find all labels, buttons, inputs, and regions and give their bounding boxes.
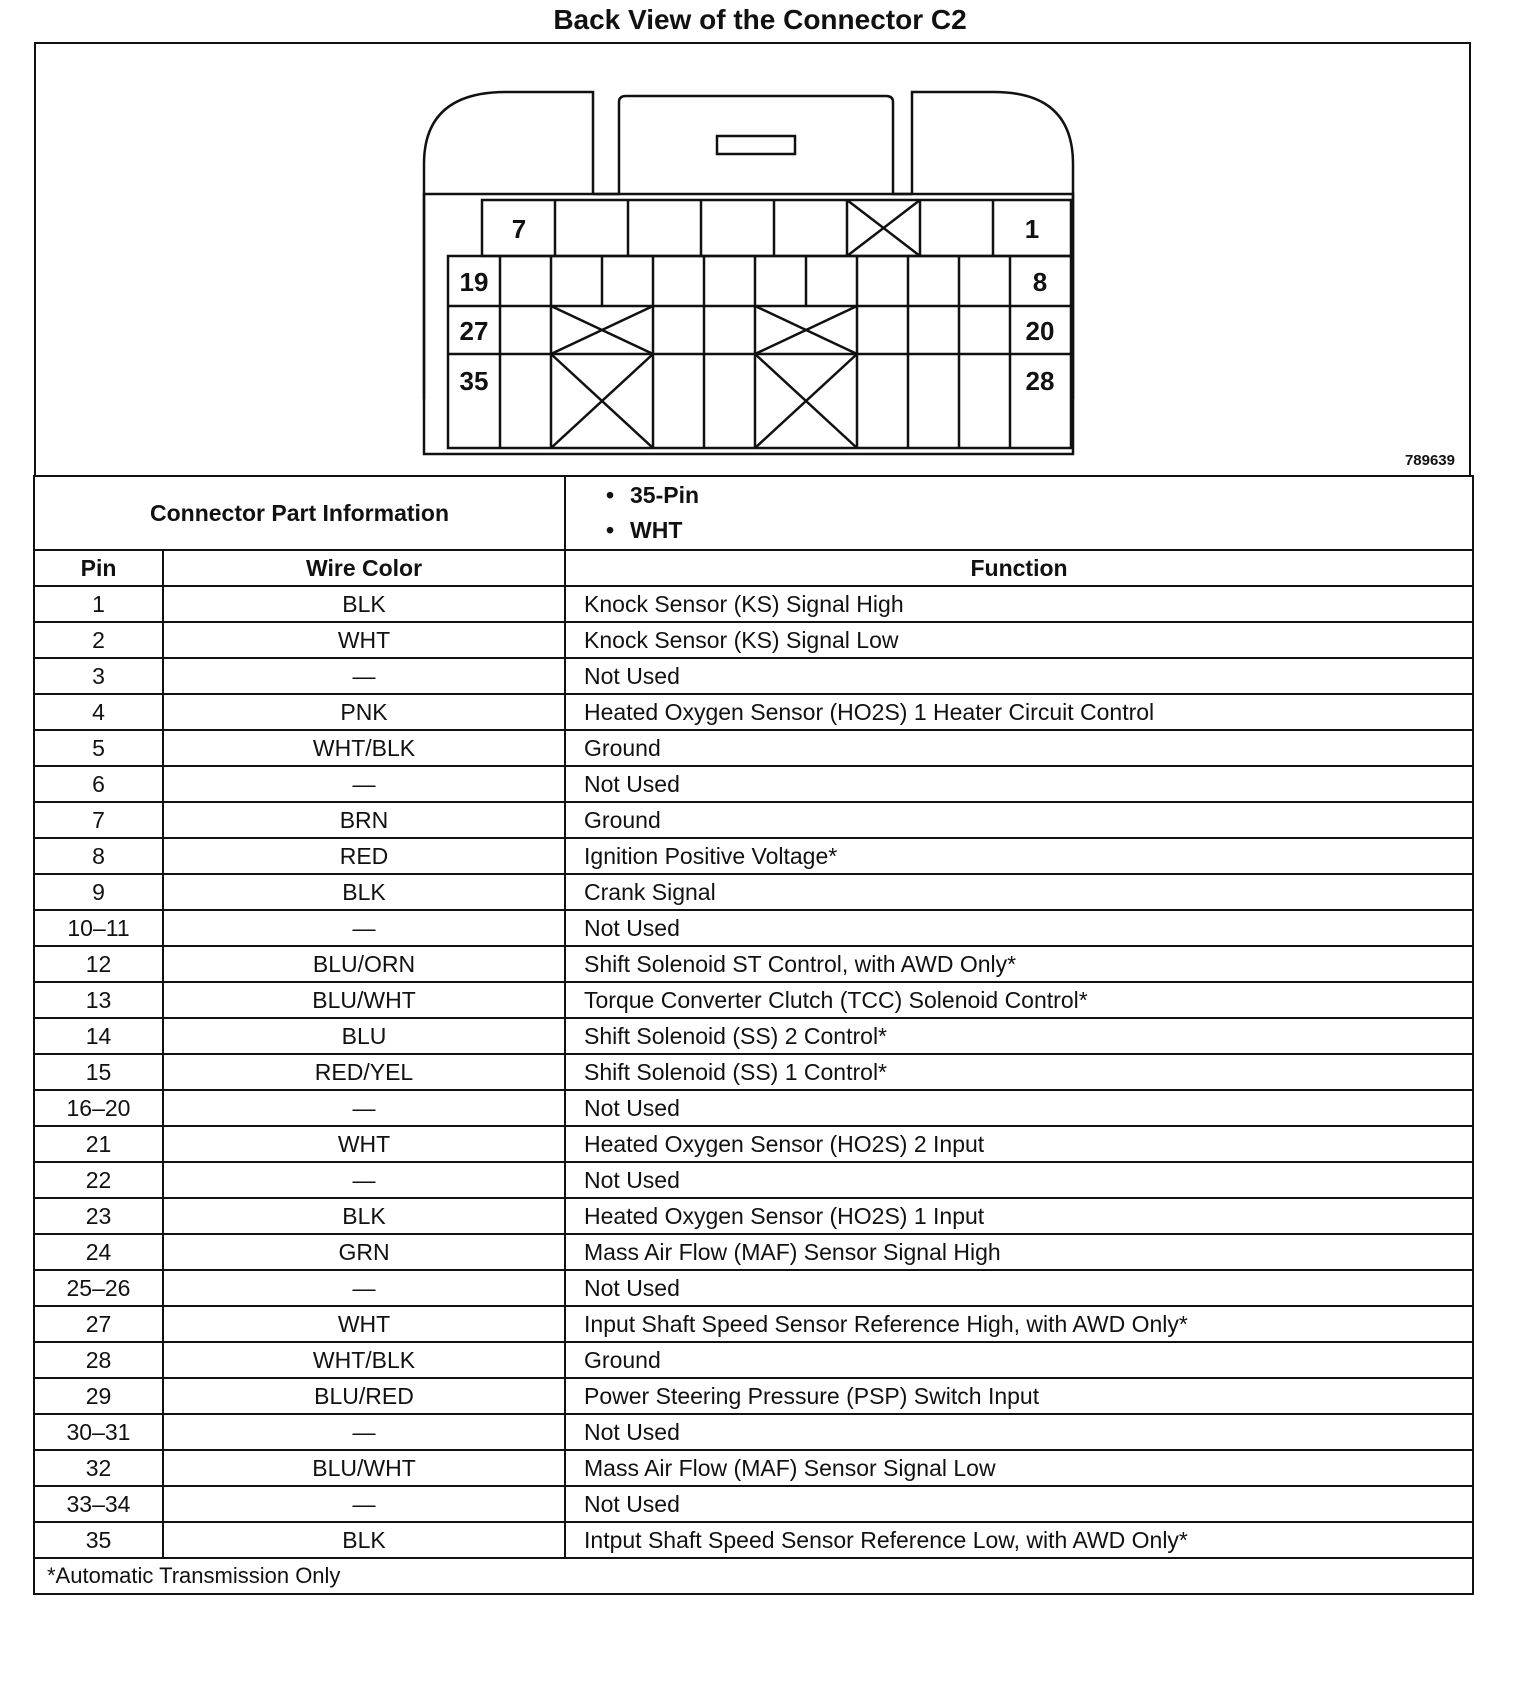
pin-cell: 15 [34, 1054, 163, 1090]
pin-cell: 30–31 [34, 1414, 163, 1450]
function-cell: Not Used [565, 1414, 1473, 1450]
function-cell: Mass Air Flow (MAF) Sensor Signal High [565, 1234, 1473, 1270]
function-cell: Not Used [565, 910, 1473, 946]
pin-row-1 [482, 200, 1071, 256]
table-row [34, 694, 1473, 730]
connector-diagram-panel [34, 42, 1471, 475]
table-row [34, 1054, 1473, 1090]
wire-color-cell: RED/YEL [163, 1054, 565, 1090]
header-function: Function [565, 550, 1473, 586]
wire-color-cell: BRN [163, 802, 565, 838]
table-row [34, 1306, 1473, 1342]
table-row [34, 1018, 1473, 1054]
table-row [34, 658, 1473, 694]
table-row [34, 1378, 1473, 1414]
function-cell: Shift Solenoid (SS) 2 Control* [565, 1018, 1473, 1054]
table-row [34, 766, 1473, 802]
table-row [34, 802, 1473, 838]
function-cell: Knock Sensor (KS) Signal High [565, 586, 1473, 622]
table-row [34, 1234, 1473, 1270]
pin-label-35: 35 [459, 366, 489, 396]
bullet-icon: • [606, 517, 615, 543]
table-row [34, 1450, 1473, 1486]
wire-color-cell: — [163, 658, 565, 694]
wire-color-cell: BLU/WHT [163, 982, 565, 1018]
pin-label-20: 20 [1025, 316, 1055, 346]
function-cell: Not Used [565, 1090, 1473, 1126]
table-row [34, 1090, 1473, 1126]
pin-cell: 9 [34, 874, 163, 910]
connector-diagram [36, 44, 1469, 477]
table-header-row [34, 550, 1473, 586]
pin-cell: 23 [34, 1198, 163, 1234]
figure-id: 789639 [1404, 452, 1455, 469]
table-row [34, 1414, 1473, 1450]
pin-cell: 4 [34, 694, 163, 730]
part-info-row [34, 476, 1473, 550]
wire-color-cell: PNK [163, 694, 565, 730]
connector-table [33, 475, 1474, 1595]
function-cell: Not Used [565, 658, 1473, 694]
header-wire-color: Wire Color [163, 550, 565, 586]
wire-color-cell: BLK [163, 586, 565, 622]
page-title: Back View of the Connector C2 [553, 4, 967, 35]
function-cell: Not Used [565, 1270, 1473, 1306]
wire-color-cell: WHT [163, 1306, 565, 1342]
pin-cell: 33–34 [34, 1486, 163, 1522]
pin-cell: 2 [34, 622, 163, 658]
function-cell: Torque Converter Clutch (TCC) Solenoid Control* [565, 982, 1473, 1018]
pin-cell: 32 [34, 1450, 163, 1486]
wire-color-cell: WHT [163, 622, 565, 658]
table-row [34, 1522, 1473, 1558]
pin-label-1: 1 [1024, 214, 1040, 244]
part-info-list [565, 476, 1473, 550]
pin-cell: 3 [34, 658, 163, 694]
table-row [34, 586, 1473, 622]
wire-color-cell: — [163, 1414, 565, 1450]
function-cell: Power Steering Pressure (PSP) Switch Input [565, 1378, 1473, 1414]
table-row [34, 946, 1473, 982]
pin-cell: 6 [34, 766, 163, 802]
pin-cell: 28 [34, 1342, 163, 1378]
function-cell: Mass Air Flow (MAF) Sensor Signal Low [565, 1450, 1473, 1486]
pin-cell: 25–26 [34, 1270, 163, 1306]
pin-label-19: 19 [459, 267, 489, 297]
pin-cell: 12 [34, 946, 163, 982]
wire-color-cell: — [163, 910, 565, 946]
pin-cell: 13 [34, 982, 163, 1018]
table-row [34, 1198, 1473, 1234]
table-row [34, 982, 1473, 1018]
pin-cell: 1 [34, 586, 163, 622]
function-cell: Heated Oxygen Sensor (HO2S) 1 Heater Circuit Control [565, 694, 1473, 730]
pin-cell: 21 [34, 1126, 163, 1162]
function-cell: Ignition Positive Voltage* [565, 838, 1473, 874]
pin-cell: 16–20 [34, 1090, 163, 1126]
wire-color-cell: BLK [163, 874, 565, 910]
function-cell: Not Used [565, 1486, 1473, 1522]
function-cell: Knock Sensor (KS) Signal Low [565, 622, 1473, 658]
wire-color-cell: — [163, 1486, 565, 1522]
pin-label-27: 27 [459, 316, 489, 346]
bullet-icon: • [606, 482, 615, 508]
pin-cell: 7 [34, 802, 163, 838]
table-row [34, 874, 1473, 910]
function-cell: Crank Signal [565, 874, 1473, 910]
wire-color-cell: GRN [163, 1234, 565, 1270]
table-row [34, 910, 1473, 946]
pin-rows-2-4 [448, 256, 1071, 448]
footnote-row [34, 1558, 1473, 1594]
wire-color-cell: RED [163, 838, 565, 874]
part-info-item: • 35-Pin [606, 478, 1472, 513]
wire-color-cell: BLU/WHT [163, 1450, 565, 1486]
table-row [34, 1162, 1473, 1198]
footnote: *Automatic Transmission Only [34, 1558, 1473, 1594]
table-row [34, 838, 1473, 874]
pin-cell: 22 [34, 1162, 163, 1198]
function-cell: Input Shaft Speed Sensor Reference High, with AWD Only* [565, 1306, 1473, 1342]
wire-color-cell: WHT [163, 1126, 565, 1162]
wire-color-cell: WHT/BLK [163, 730, 565, 766]
table-row [34, 1126, 1473, 1162]
pin-cell: 14 [34, 1018, 163, 1054]
table-row [34, 622, 1473, 658]
pin-cell: 27 [34, 1306, 163, 1342]
function-cell: Ground [565, 802, 1473, 838]
part-info-label: Connector Part Information [34, 476, 565, 550]
wire-color-cell: WHT/BLK [163, 1342, 565, 1378]
pin-label-8: 8 [1032, 267, 1048, 297]
table-row [34, 1486, 1473, 1522]
function-cell: Shift Solenoid (SS) 1 Control* [565, 1054, 1473, 1090]
wire-color-cell: BLK [163, 1522, 565, 1558]
table-row [34, 1342, 1473, 1378]
function-cell: Shift Solenoid ST Control, with AWD Only* [565, 946, 1473, 982]
function-cell: Heated Oxygen Sensor (HO2S) 1 Input [565, 1198, 1473, 1234]
header-pin: Pin [34, 550, 163, 586]
pin-cell: 10–11 [34, 910, 163, 946]
pin-label-28: 28 [1025, 366, 1055, 396]
part-info-item: • WHT [606, 513, 1472, 548]
pin-label-7: 7 [511, 214, 527, 244]
wire-color-cell: BLU/RED [163, 1378, 565, 1414]
function-cell: Intput Shaft Speed Sensor Reference Low, with AWD Only* [565, 1522, 1473, 1558]
pin-cell: 8 [34, 838, 163, 874]
table-row [34, 1270, 1473, 1306]
wire-color-cell: — [163, 1162, 565, 1198]
wire-color-cell: — [163, 1270, 565, 1306]
function-cell: Heated Oxygen Sensor (HO2S) 2 Input [565, 1126, 1473, 1162]
wire-color-cell: BLK [163, 1198, 565, 1234]
wire-color-cell: — [163, 1090, 565, 1126]
table-row [34, 730, 1473, 766]
function-cell: Ground [565, 730, 1473, 766]
pin-cell: 35 [34, 1522, 163, 1558]
connector-locking-tab [593, 96, 912, 194]
wire-color-cell: BLU [163, 1018, 565, 1054]
function-cell: Not Used [565, 766, 1473, 802]
wire-color-cell: BLU/ORN [163, 946, 565, 982]
pin-cell: 5 [34, 730, 163, 766]
function-cell: Not Used [565, 1162, 1473, 1198]
pin-cell: 29 [34, 1378, 163, 1414]
pin-cell: 24 [34, 1234, 163, 1270]
locking-tab-slot [717, 136, 795, 154]
wire-color-cell: — [163, 766, 565, 802]
function-cell: Ground [565, 1342, 1473, 1378]
